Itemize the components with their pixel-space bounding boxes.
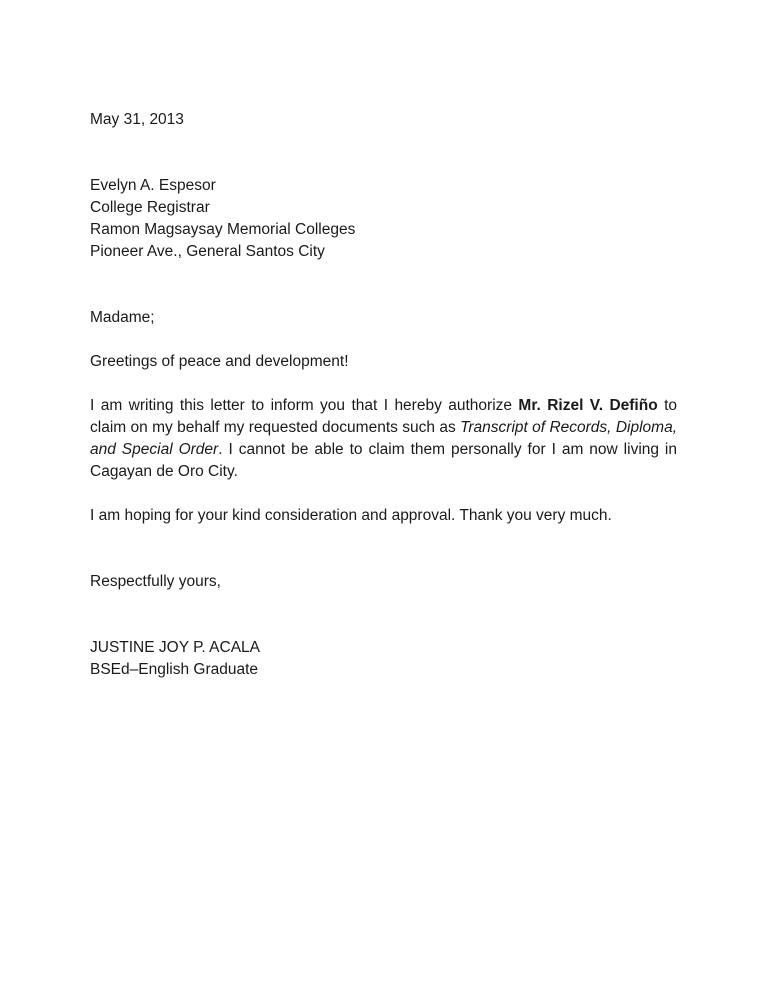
letter-date: May 31, 2013 xyxy=(90,111,184,128)
recipient-institution: Ramon Magsaysay Memorial Colleges xyxy=(90,221,356,238)
recipient-name: Evelyn A. Espesor xyxy=(90,177,216,194)
authorized-person-name: Mr. Rizel V. Defiño xyxy=(518,397,658,414)
requested-documents: Transcript of Records, Diploma, and Special Order xyxy=(90,419,677,458)
letter-body xyxy=(90,109,677,681)
recipient-address-block xyxy=(90,175,677,263)
signatory-designation: BSEd–English Graduate xyxy=(90,661,259,678)
greeting: Greetings of peace and development! xyxy=(90,353,349,370)
body-text-segment: I am writing this letter to inform you that I hereby authorize xyxy=(90,397,519,414)
body-paragraph-authorization xyxy=(90,395,677,483)
body-text-segment: to claim on my behalf my requested documents such as xyxy=(90,397,678,436)
recipient-address: Pioneer Ave., General Santos City xyxy=(90,243,325,260)
recipient-title: College Registrar xyxy=(90,199,210,216)
signatory-name: JUSTINE JOY P. ACALA xyxy=(90,639,260,656)
signature-block xyxy=(90,637,677,681)
body-text-segment: . I cannot be able to claim them personally for I am now living in Cagayan de Oro City. xyxy=(90,441,677,480)
complimentary-close: Respectfully yours, xyxy=(90,573,221,590)
salutation: Madame; xyxy=(90,309,155,326)
body-paragraph-closing: I am hoping for your kind consideration and approval. Thank you very much. xyxy=(90,507,612,524)
